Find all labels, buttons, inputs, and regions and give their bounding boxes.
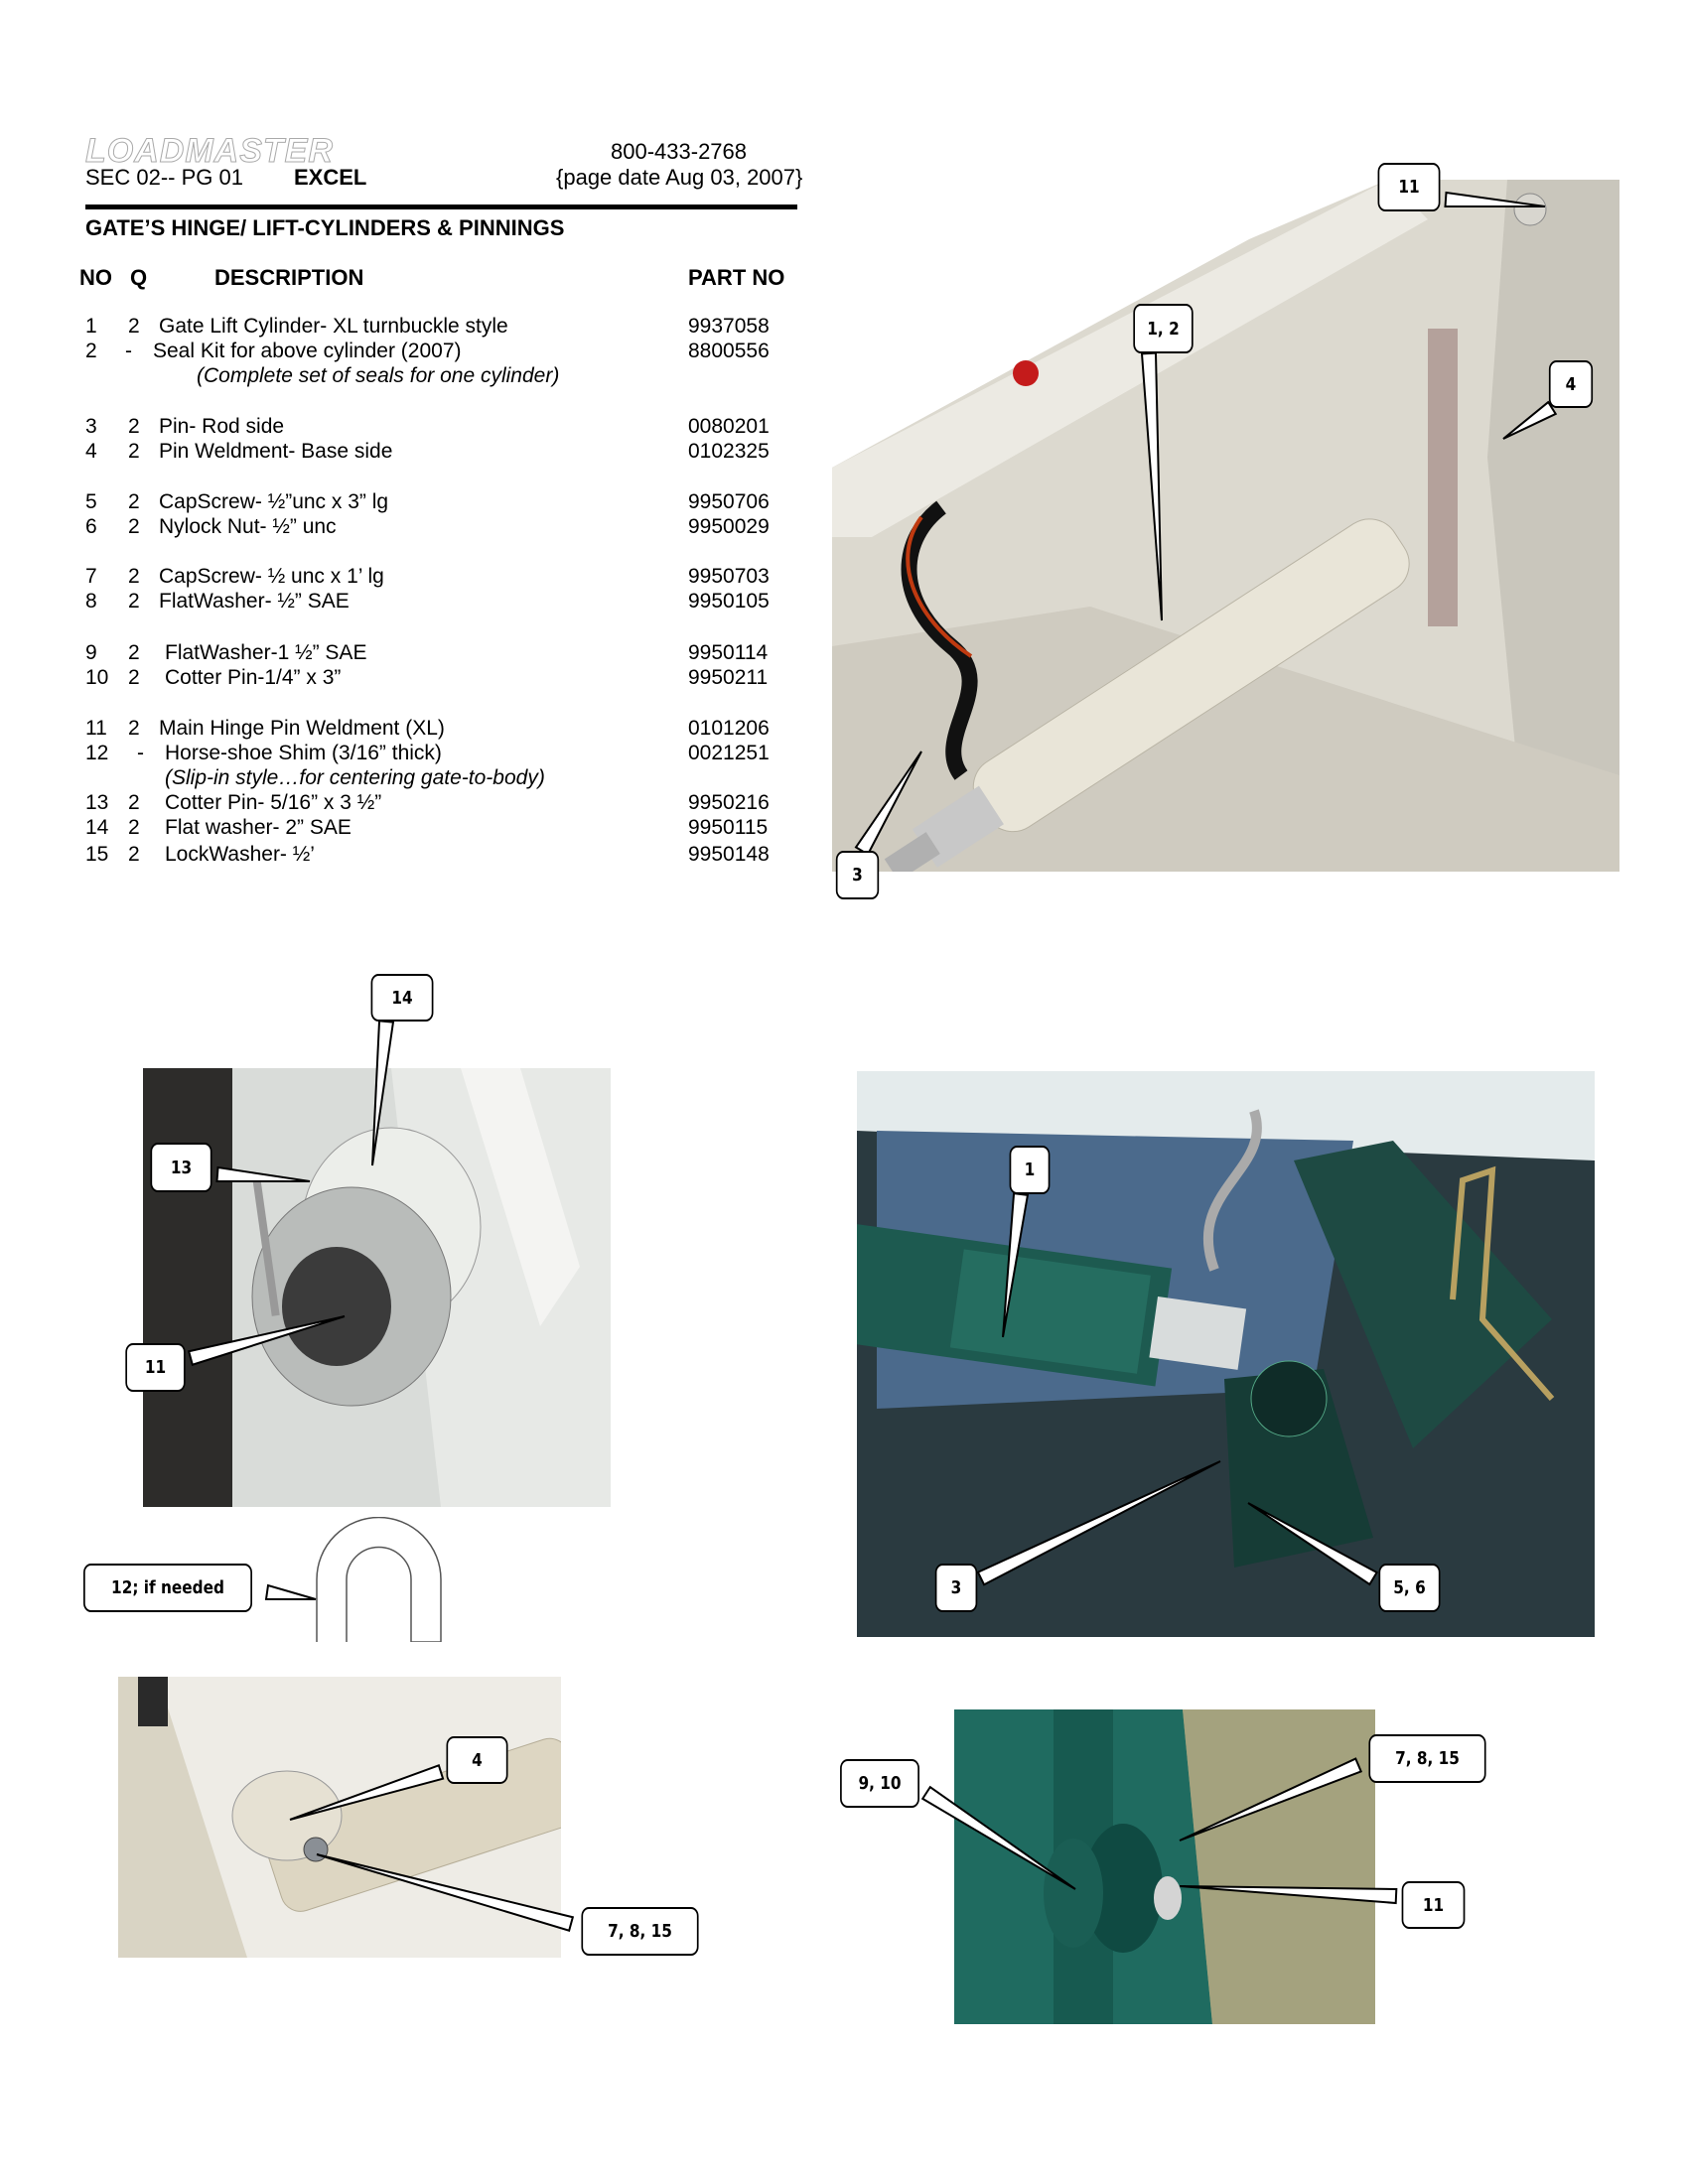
photo-base-pin-weldment: [118, 1677, 561, 1958]
model-name: EXCEL: [294, 165, 367, 190]
callout-label: 11: [125, 1343, 185, 1392]
item-number: 8: [85, 590, 97, 613]
part-number: 9950029: [688, 515, 770, 538]
description: Cotter Pin- 5/16” x 3 ½”: [165, 791, 382, 814]
quantity: 2: [128, 641, 140, 664]
callout-label: 11: [1402, 1881, 1466, 1929]
callout-label: 14: [371, 974, 434, 1022]
loadmaster-logo: LOADMASTER: [85, 132, 334, 170]
quantity: 2: [128, 590, 140, 613]
description: Horse-shoe Shim (3/16” thick): [165, 742, 442, 764]
photo-gate-lift-cylinder: [832, 180, 1619, 872]
callout-label: 1: [1010, 1146, 1051, 1194]
item-number: 11: [85, 717, 107, 740]
photo-cylinder-rod-pin: [857, 1071, 1595, 1637]
description: FlatWasher-1 ½” SAE: [165, 641, 367, 664]
quantity: -: [125, 340, 132, 362]
callout-label: 4: [446, 1736, 507, 1784]
part-number: 9950706: [688, 490, 770, 513]
quantity: 2: [128, 415, 140, 438]
description: Seal Kit for above cylinder (2007): [153, 340, 462, 362]
quantity: 2: [128, 791, 140, 814]
part-number: 9950703: [688, 565, 770, 588]
section-page: SEC 02-- PG 01: [85, 165, 243, 190]
description: FlatWasher- ½” SAE: [159, 590, 350, 613]
col-description: DESCRIPTION: [214, 265, 364, 290]
description: Pin- Rod side: [159, 415, 285, 438]
callout-label: 3: [935, 1564, 978, 1612]
horseshoe-shim-drawing: [316, 1517, 442, 1642]
item-number: 3: [85, 415, 97, 438]
description: Gate Lift Cylinder- XL turnbuckle style: [159, 315, 508, 338]
part-number: 8800556: [688, 340, 770, 362]
part-number: 9950148: [688, 843, 770, 866]
item-number: 5: [85, 490, 97, 513]
part-number: 0021251: [688, 742, 770, 764]
part-number: 0102325: [688, 440, 770, 463]
description-note: (Complete set of seals for one cylinder): [197, 364, 560, 387]
quantity: 2: [128, 490, 140, 513]
photo-hinge-cotter-pin: [954, 1709, 1375, 2024]
part-number: 9950211: [688, 666, 769, 689]
quantity: -: [137, 742, 144, 764]
description-note: (Slip-in style…for centering gate-to-body): [165, 766, 545, 789]
description: Pin Weldment- Base side: [159, 440, 393, 463]
callout-leader: [266, 1585, 316, 1599]
description: Flat washer- 2” SAE: [165, 816, 352, 839]
item-number: 1: [85, 315, 97, 338]
col-q: Q: [130, 265, 148, 290]
callout-label: 1, 2: [1133, 304, 1193, 353]
description: Cotter Pin-1/4” x 3”: [165, 666, 342, 689]
item-number: 7: [85, 565, 97, 588]
item-number: 9: [85, 641, 97, 664]
phone-number: 800-433-2768: [611, 139, 748, 164]
item-number: 12: [85, 742, 109, 764]
part-number: 9950216: [688, 791, 770, 814]
description: Nylock Nut- ½” unc: [159, 515, 337, 538]
quantity: 2: [128, 315, 140, 338]
quantity: 2: [128, 843, 140, 866]
col-no: NO: [79, 265, 112, 290]
quantity: 2: [128, 515, 140, 538]
description: CapScrew- ½”unc x 3” lg: [159, 490, 389, 513]
item-number: 6: [85, 515, 97, 538]
callout-label: 4: [1549, 360, 1593, 408]
callout-label: 7, 8, 15: [1368, 1734, 1485, 1783]
quantity: 2: [128, 565, 140, 588]
callout-label: 5, 6: [1378, 1564, 1440, 1612]
part-number: 0080201: [688, 415, 770, 438]
part-number: 9950114: [688, 641, 769, 664]
item-number: 15: [85, 843, 109, 866]
item-number: 10: [85, 666, 109, 689]
callout-label: 3: [836, 851, 879, 899]
description: Main Hinge Pin Weldment (XL): [159, 717, 445, 740]
photo-main-hinge-pin: [143, 1068, 611, 1507]
callout-label: 12; if needed: [83, 1564, 252, 1612]
item-number: 13: [85, 791, 109, 814]
callout-label: 13: [150, 1143, 211, 1192]
description: LockWasher- ½’: [165, 843, 315, 866]
callout-label: 7, 8, 15: [581, 1907, 698, 1956]
col-part-no: PART NO: [688, 265, 785, 290]
item-number: 2: [85, 340, 97, 362]
part-number: 9937058: [688, 315, 770, 338]
item-number: 14: [85, 816, 109, 839]
quantity: 2: [128, 717, 140, 740]
callout-label: 9, 10: [840, 1759, 919, 1808]
quantity: 2: [128, 666, 140, 689]
callout-label: 11: [1378, 163, 1441, 211]
part-number: 9950105: [688, 590, 770, 613]
item-number: 4: [85, 440, 97, 463]
description: CapScrew- ½ unc x 1’ lg: [159, 565, 384, 588]
page-date: {page date Aug 03, 2007}: [556, 165, 803, 190]
part-number: 9950115: [688, 816, 769, 839]
page-title: GATE’S HINGE/ LIFT-CYLINDERS & PINNINGS: [85, 215, 565, 240]
part-number: 0101206: [688, 717, 770, 740]
header-rule: [85, 205, 797, 209]
quantity: 2: [128, 440, 140, 463]
quantity: 2: [128, 816, 140, 839]
